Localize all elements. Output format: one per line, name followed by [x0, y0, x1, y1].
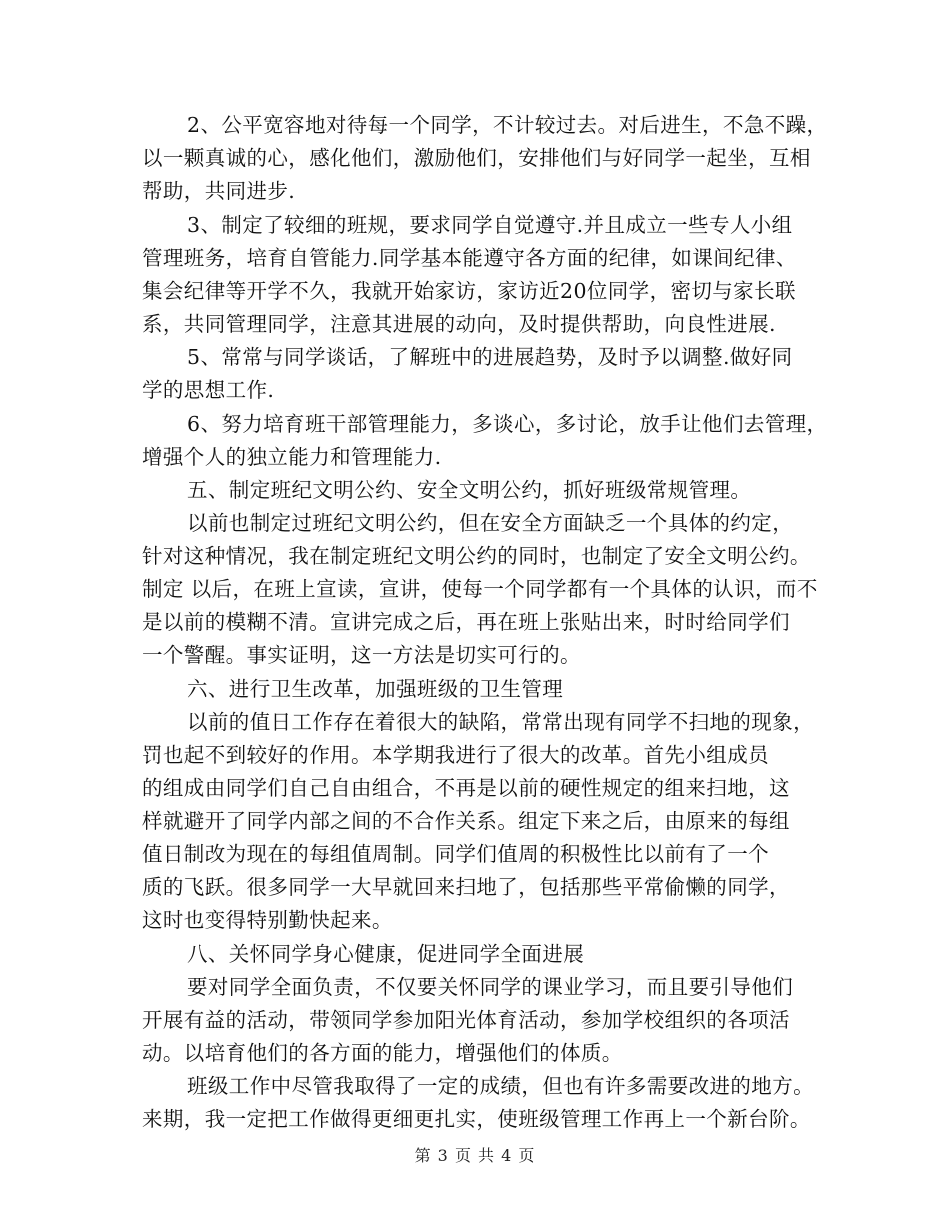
- text-line: 针对这种情况，我在制定班纪文明公约的同时，也制定了安全文明公约。: [142, 544, 811, 568]
- text-line: 开展有益的活动，带领同学参加阳光体育活动，参加学校组织的各项活: [142, 1008, 790, 1032]
- text-line: 以前的值日工作存在着很大的缺陷，常常出现有同学不扫地的现象，: [187, 710, 814, 734]
- section-heading: 五、制定班纪文明公约、安全文明公约，抓好班级常规管理。: [187, 478, 752, 502]
- text-line: 以前也制定过班纪文明公约，但在安全方面缺乏一个具体的约定，: [187, 511, 794, 535]
- text-line: 质的飞跃。很多同学一大早就回来扫地了，包括那些平常偷懒的同学，: [142, 875, 790, 899]
- text-line: 来期，我一定把工作做得更细更扎实，使班级管理工作再上一个新台阶。: [142, 1107, 811, 1131]
- text-line: 班级工作中尽管我取得了一定的成绩，但也有许多需要改进的地方。: [187, 1074, 814, 1098]
- text-line: 系，共同管理同学，注意其进展的动向，及时提供帮助，向良性进展.: [142, 312, 776, 336]
- section-heading: 六、进行卫生改革，加强班级的卫生管理: [187, 677, 564, 701]
- text-line: 帮助，共同进步.: [142, 179, 296, 203]
- text-line: 增强个人的独立能力和管理能力.: [142, 445, 442, 469]
- text-line: 制定 以后，在班上宣读，宣讲，使每一个同学都有一个具体的认识，而不: [142, 577, 818, 601]
- text-line: 值日制改为现在的每组值周制。同学们值周的积极性比以前有了一个: [142, 842, 769, 866]
- text-line: 罚也起不到较好的作用。本学期我进行了很大的改革。首先小组成员: [142, 743, 769, 767]
- text-line: 集会纪律等开学不久，我就开始家访，家访近20位同学，密切与家长联: [142, 279, 796, 303]
- text-line: 以一颗真诚的心，感化他们，激励他们，安排他们与好同学一起坐，互相: [142, 146, 811, 170]
- text-line: 是以前的模糊不清。宣讲完成之后，再在班上张贴出来，时时给同学们: [142, 610, 790, 634]
- text-line: 要对同学全面负责，不仅要关怀同学的课业学习，而且要引导他们: [187, 975, 794, 999]
- page-number-footer: 第 3 页 共 4 页: [414, 1146, 536, 1165]
- text-line: 学的思想工作.: [142, 378, 275, 402]
- text-line: 一个警醒。事实证明，这一方法是切实可行的。: [142, 643, 581, 667]
- text-line: 动。以培育他们的各方面的能力，增强他们的体质。: [142, 1041, 623, 1065]
- text-line: 管理班务，培育自管能力.同学基本能遵守各方面的纪律，如课间纪律、: [142, 246, 797, 270]
- text-line: 的组成由同学们自己自由组合，不再是以前的硬性规定的组来扫地，这: [142, 776, 790, 800]
- text-line: 2、公平宽容地对待每一个同学，不计较过去。对后进生，不急不躁，: [187, 113, 828, 137]
- text-line: 样就避开了同学内部之间的不合作关系。组定下来之后，由原来的每组: [142, 809, 790, 833]
- text-line: 这时也变得特别勤快起来。: [142, 908, 393, 932]
- text-line: 5、常常与同学谈话，了解班中的进展趋势，及时予以调整.做好同: [187, 345, 793, 369]
- section-heading: 八、关怀同学身心健康，促进同学全面进展: [187, 942, 585, 966]
- text-line: 6、努力培育班干部管理能力，多谈心，多讨论，放手让他们去管理，: [187, 412, 828, 436]
- text-line: 3、制定了较细的班规，要求同学自觉遵守.并且成立一些专人小组: [187, 213, 793, 237]
